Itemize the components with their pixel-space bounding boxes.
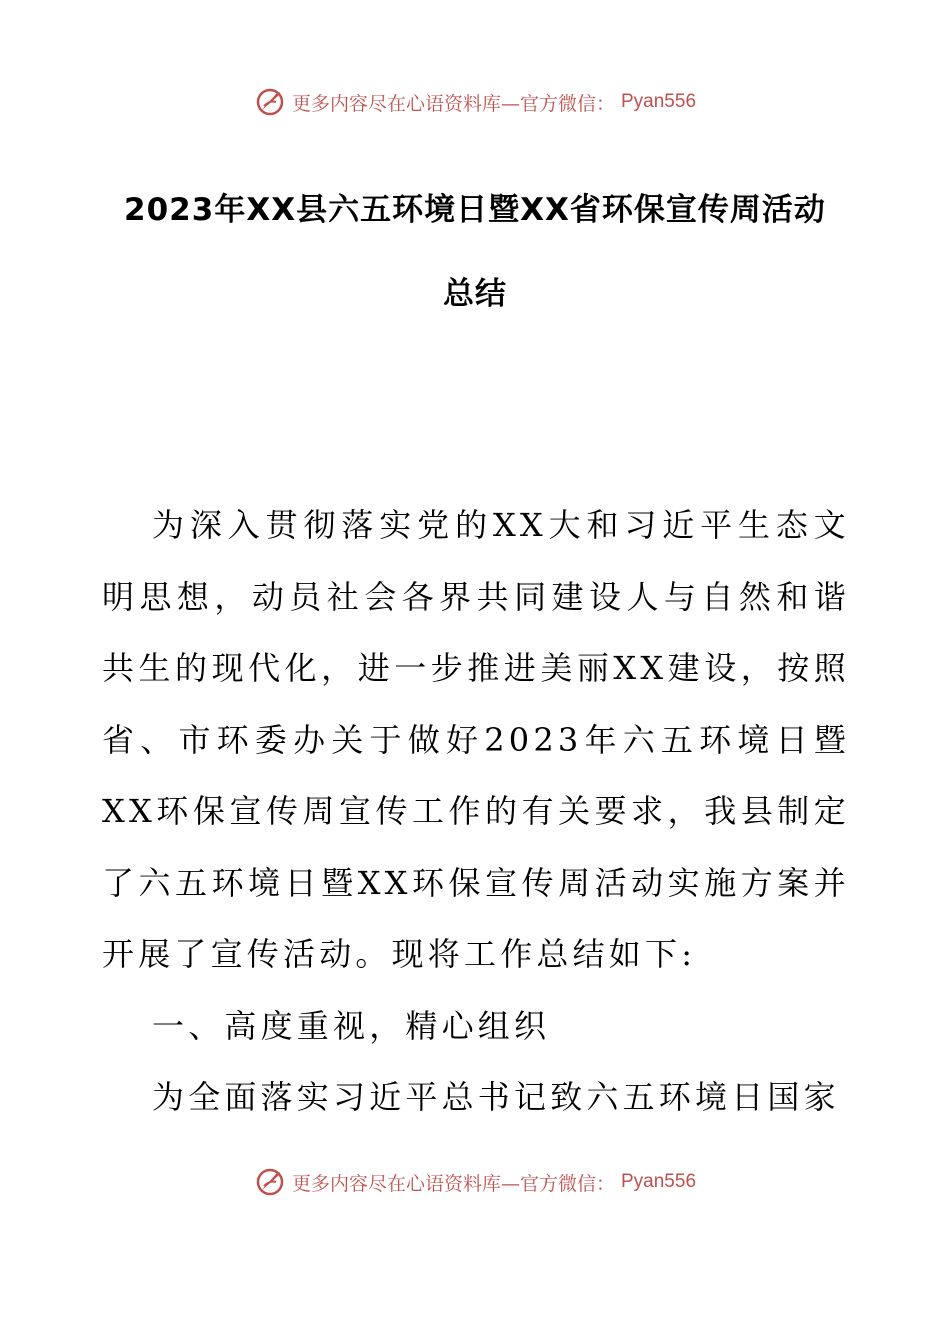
quill-pen-logo-icon <box>254 86 286 118</box>
title-line-1: 2023年XX县六五环境日暨XX省环保宣传周活动 <box>124 192 826 228</box>
body-paragraph: 为全面落实习近平总书记致六五环境日国家 <box>152 1078 840 1116</box>
watermark-wechat-id: Pyan556 <box>621 1171 697 1192</box>
title-line-2: 总结 <box>443 276 507 312</box>
body-paragraph: 为深入贯彻落实党的XX大和习近平生态文明思想，动员社会各界共同建设人与自然和谐共生的现代化，进一步推进美丽XX建设，按照省、市环委办关于做好2023年六五环境日暨XX环保宣传周宣传工作的有关要求，我县制定了六五环境日暨XX环保宣传周活动实施方案并开展了宣传活动。现将工作总结如下: <box>102 506 850 973</box>
section-heading: 一、高度重视，精心组织 <box>152 1006 551 1045</box>
watermark-text: 更多内容尽在心语资料库—官方微信： <box>291 1172 615 1195</box>
document-title <box>90 168 860 336</box>
footer-watermark <box>0 1166 950 1198</box>
watermark-text: 更多内容尽在心语资料库—官方微信： <box>291 92 615 115</box>
document-body <box>102 490 850 1134</box>
quill-pen-logo-icon <box>254 1166 286 1198</box>
header-watermark <box>0 86 950 118</box>
watermark-wechat-id: Pyan556 <box>621 91 697 112</box>
